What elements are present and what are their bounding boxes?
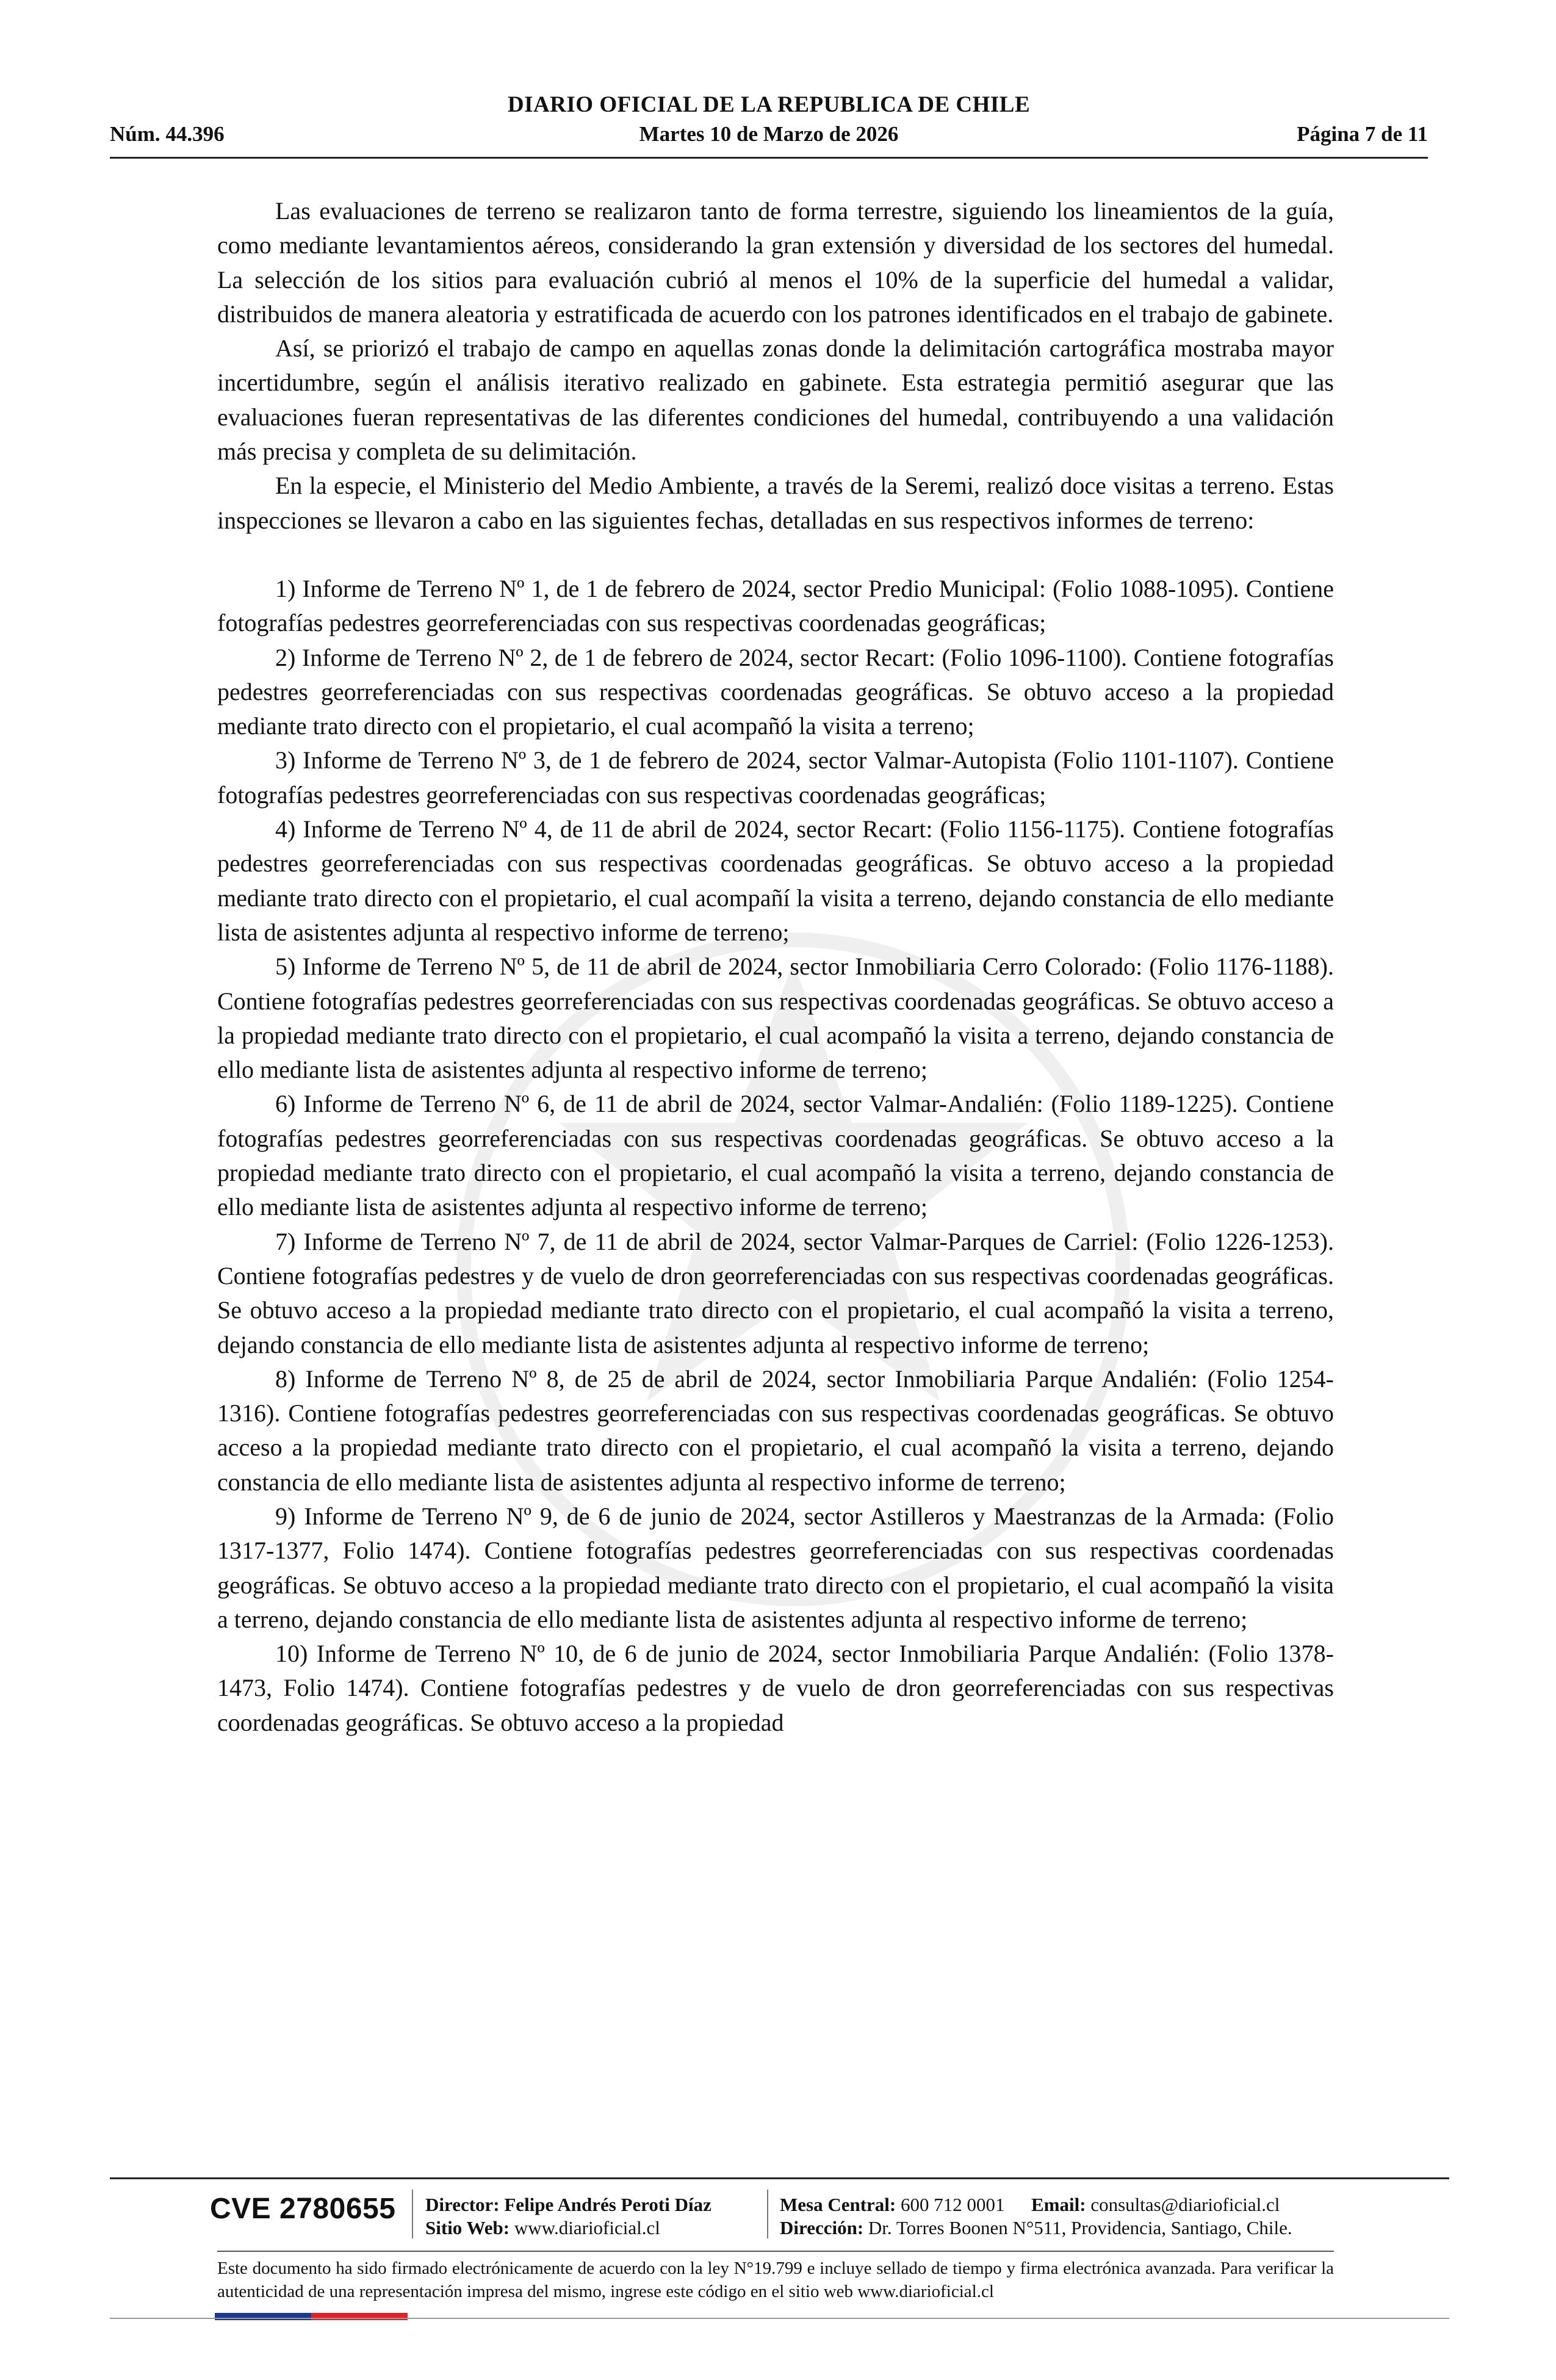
report-list-item: 8) Informe de Terreno Nº 8, de 25 de abril de 2024, sector Inmobiliaria Parque Andalién: (Folio 1254-1316). Contiene fotografías pedestres georreferenciadas con sus respectivas coordenadas geográficas. Se obtuvo acceso a la propiedad mediante trato directo con el propietario, el cual acompañó la visita a terreno, dejando constancia de ello mediante lista de asistentes adjunta al respectivo informe de terreno; (217, 1365, 1334, 1496)
signature-notice: Este documento ha sido firmado electrónicamente de acuerdo con la ley N°19.799 e incluye sellado de tiempo y firma electrónica avanzada. Para verificar la autenticidad de una representación impresa del mismo, ingrese este código en el sitio web www.diarioficial.cl (217, 2259, 1334, 2301)
report-list-item: 4) Informe de Terreno Nº 4, de 11 de abril de 2024, sector Recart: (Folio 1156-1175). Contiene fotografías pedestres georreferenciadas con sus respectivas coordenadas geográficas. Se obtuvo acceso a la propiedad mediante trato directo con el propietario, el cual acompañí la visita a terreno, dejando constancia de ello mediante lista de asistentes adjunta al respectivo informe de terreno; (217, 815, 1334, 946)
report-list-item: 6) Informe de Terreno Nº 6, de 11 de abril de 2024, sector Valmar-Andalién: (Folio 1189-1225). Contiene fotografías pedestres georreferenciadas con sus respectivas coordenadas geográficas. Se obtuvo acceso a la propiedad mediante trato directo con el propietario, el cual acompañó la visita a terreno, dejando constancia de ello mediante lista de asistentes adjunta al respectivo informe de terreno; (217, 1090, 1334, 1221)
email-label: Email: (1031, 2194, 1086, 2215)
cve-code: CVE 2780655 (210, 2193, 396, 2225)
address-text: Dr. Torres Boonen N°511, Providencia, Santiago, Chile. (868, 2217, 1292, 2238)
footer-mid-divider (217, 2251, 1334, 2252)
report-list-item: 9) Informe de Terreno Nº 9, de 6 de junio de 2024, sector Astilleros y Maestranzas de la Armada: (Folio 1317-1377, Folio 1474). Contiene fotografías pedestres georreferenciadas con sus respectivas coordenadas geográficas. Se obtuvo acceso a la propiedad mediante trato directo con el propietario, el cual acompañó la visita a terreno, dejando constancia de ello mediante lista de asistentes adjunta al respectivo informe de terreno; (217, 1502, 1334, 1633)
footer-separator (767, 2190, 768, 2238)
body-paragraph: Las evaluaciones de terreno se realizaron tanto de forma terrestre, siguiendo los lineamientos de la guía, como mediante levantamientos aéreos, considerando la gran extensión y diversidad de los sectores del humedal. La selección de los sitios para evaluación cubrió al menos el 10% de la superficie del humedal a validar, distribuidos de manera aleatoria y estratificada de acuerdo con los patrones identificados en el trabajo de gabinete. (217, 197, 1334, 328)
email-link[interactable]: consultas@diarioficial.cl (1090, 2194, 1280, 2215)
central-label: Mesa Central: (780, 2194, 896, 2215)
report-list-item: 3) Informe de Terreno Nº 3, de 1 de febrero de 2024, sector Valmar-Autopista (Folio 1101-1107). Contiene fotografías pedestres georreferenciadas con sus respectivas coordenadas geográficas; (217, 746, 1334, 809)
report-list-item: 10) Informe de Terreno Nº 10, de 6 de junio de 2024, sector Inmobiliaria Parque Andalién: (Folio 1378-1473, Folio 1474). Contiene fotografías pedestres y de vuelo de dron georreferenciadas con sus respectivas coordenadas geográficas. Se obtuvo acceso a la propiedad (217, 1640, 1334, 1736)
body-paragraph: En la especie, el Ministerio del Medio Ambiente, a través de la Seremi, realizó doce visitas a terreno. Estas inspecciones se llevaron a cabo en las siguientes fechas, detalladas en sus respectivos informes de terreno: (217, 472, 1334, 534)
page-number: Página 7 de 11 (1297, 122, 1428, 146)
footer-separator (412, 2190, 413, 2238)
director-name: Felipe Andrés Peroti Díaz (504, 2194, 711, 2215)
report-list-item: 1) Informe de Terreno Nº 1, de 1 de febrero de 2024, sector Predio Municipal: (Folio 1088-1095). Contiene fotografías pedestres georreferenciadas con sus respectivas coordenadas geográficas; (217, 574, 1334, 637)
document-body (217, 194, 1334, 1740)
report-list-item: 2) Informe de Terreno Nº 2, de 1 de febrero de 2024, sector Recart: (Folio 1096-1100). Contiene fotografías pedestres georreferenciadas con sus respectivas coordenadas geográficas. Se obtuvo acceso a la propiedad mediante trato directo con el propietario, el cual acompañó la visita a terreno; (217, 643, 1334, 740)
director-line (425, 2194, 711, 2216)
paragraph-spacer (217, 538, 1334, 572)
issue-number: Núm. 44.396 (110, 122, 225, 146)
flag-red-segment (311, 2313, 408, 2320)
website-line (425, 2217, 660, 2239)
website-label: Sitio Web: (425, 2217, 510, 2238)
footer-top-divider (110, 2177, 1449, 2179)
address-label: Dirección: (780, 2217, 864, 2238)
contact-line (780, 2194, 1280, 2216)
report-list-item: 7) Informe de Terreno Nº 7, de 11 de abril de 2024, sector Valmar-Parques de Carriel: (Folio 1226-1253). Contiene fotografías pedestres y de vuelo de dron georreferenciadas con sus respectivas coordenadas geográficas. Se obtuvo acceso a la propiedad mediante trato directo con el propietario, el cual acompañó la visita a terreno, dejando constancia de ello mediante lista de asistentes adjunta al respectivo informe de terreno; (217, 1227, 1334, 1358)
flag-color-bar (215, 2313, 408, 2320)
body-paragraph: Así, se priorizó el trabajo de campo en aquellas zonas donde la delimitación cartográfica mostraba mayor incertidumbre, según el análisis iterativo realizado en gabinete. Esta estrategia permitió asegurar que las evaluaciones fueran representativas de las diferentes condiciones del humedal, contribuyendo a una validación más precisa y completa de su delimitación. (217, 334, 1334, 466)
address-line (780, 2217, 1292, 2239)
publication-title: DIARIO OFICIAL DE LA REPUBLICA DE CHILE (507, 92, 1031, 117)
footer-bottom-divider (110, 2318, 1449, 2319)
issue-date: Martes 10 de Marzo de 2026 (639, 122, 899, 146)
header-divider (110, 157, 1428, 159)
flag-blue-segment (215, 2313, 311, 2320)
director-label: Director: (425, 2194, 500, 2215)
page-header (110, 92, 1428, 159)
website-link[interactable]: www.diarioficial.cl (514, 2217, 660, 2238)
report-list-item: 5) Informe de Terreno Nº 5, de 11 de abril de 2024, sector Inmobiliaria Cerro Colorado: (Folio 1176-1188). Contiene fotografías pedestres georreferenciadas con sus respectivas coordenadas geográficas. Se obtuvo acceso a la propiedad mediante trato directo con el propietario, el cual acompañó la visita a terreno, dejando constancia de ello mediante lista de asistentes adjunta al respectivo informe de terreno; (217, 953, 1334, 1084)
central-phone: 600 712 0001 (901, 2194, 1005, 2215)
